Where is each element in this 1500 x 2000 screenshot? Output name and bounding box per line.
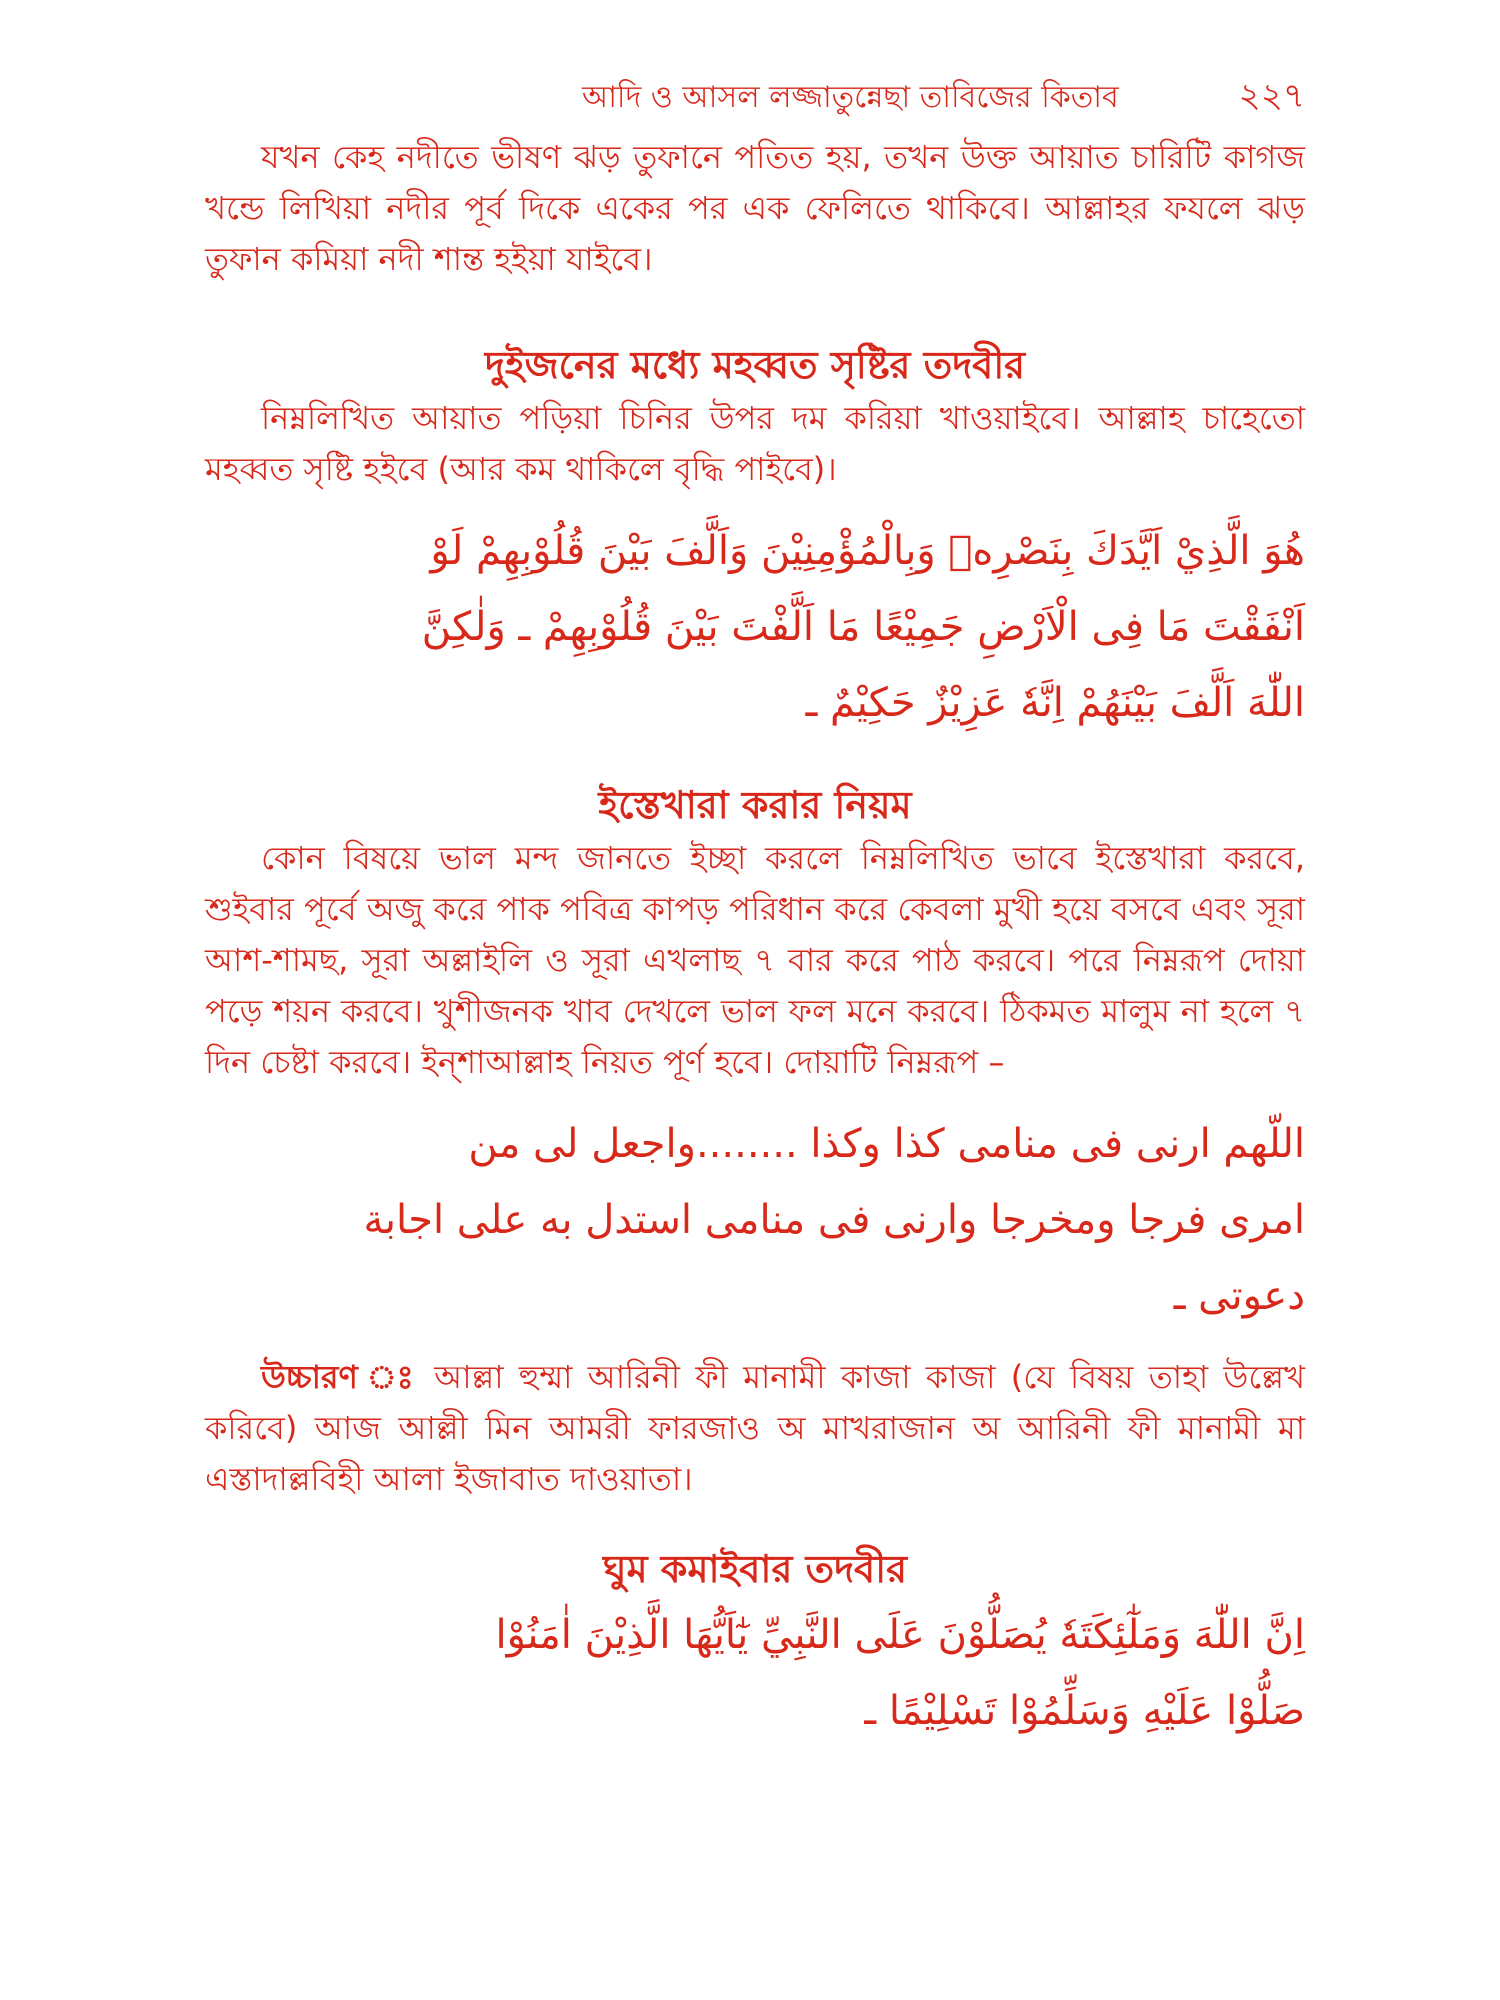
arabic-dua-istekhara (205, 1106, 1305, 1334)
page-number: ২২৭ (1238, 76, 1305, 116)
section-heading-istekhara: ইস্তেখারা করার নিয়ম (598, 783, 912, 827)
arabic-line: امرى فرجا ومخرجا وارنى فى منامى استدل به على اجابة (363, 1197, 1305, 1243)
section-heading-sleep: ঘুম কমাইবার তদবীর (603, 1547, 907, 1591)
pronunciation-text: আল্লা হুম্মা আরিনী ফী মানামী কাজা কাজা (যে বিষয় তাহা উল্লেখ করিবে) আজ আল্লী মিন আমরী ফারজাও অ মাখরাজান অ আরিনী ফী মানামী মা এস্তাদাল্লবিহী আলা ইজাবাত দাওয়াতা। (205, 1358, 1305, 1498)
intro-paragraph: যখন কেহ নদীতে ভীষণ ঝড় তুফানে পতিত হয়, তখন উক্ত আয়াত চারিটি কাগজ খন্ডে লিখিয়া নদীর পূর্ব দিকে একের পর এক ফেলিতে থাকিবে। আল্লাহর ফযলে ঝড় তুফান কমিয়া নদী শান্ত হইয়া যাইবে। (205, 138, 1305, 278)
arabic-line: هُوَ الَّذِيْ اَيَّدَكَ بِنَصْرِهٖ وَبِالْمُؤْمِنِيْنَ وَاَلَّفَ بَيْنَ قُلُوْبِهِمْ لَوْ (430, 528, 1305, 574)
section-paragraph-love: নিম্নলিখিত আয়াত পড়িয়া চিনির উপর দম করিয়া খাওয়াইবে। আল্লাহ চাহেতো মহব্বত সৃষ্টি হইবে (আর কম থাকিলে বৃদ্ধি পাইবে)। (205, 399, 1305, 488)
arabic-line: دعوتى ـ (1173, 1273, 1305, 1319)
section-heading-love: দুইজনের মধ্যে মহব্বত সৃষ্টির তদবীর (484, 343, 1026, 387)
pronunciation-label: উচ্চারণ ঃ (261, 1358, 419, 1396)
arabic-verse-sleep (205, 1597, 1305, 1749)
arabic-line: اللّٰهَ اَلَّفَ بَيْنَهُمْ اِنَّهٗ عَزِيْزٌ حَكِيْمٌ ـ (805, 680, 1305, 726)
arabic-verse-love (205, 513, 1305, 741)
pronunciation-paragraph (205, 1352, 1305, 1505)
arabic-line: اِنَّ اللّٰهَ وَمَلٰٓئِكَتَهٗ يُصَلُّوْنَ عَلَى النَّبِيِّ يٰٓاَيُّهَا الَّذِيْنَ اٰمَنُوْا (495, 1612, 1305, 1658)
section-paragraph-istekhara: কোন বিষয়ে ভাল মন্দ জানতে ইচ্ছা করলে নিম্নলিখিত ভাবে ইস্তেখারা করবে, শুইবার পূর্বে অজু করে পাক পবিত্র কাপড় পরিধান করে কেবলা মুখী হয়ে বসবে এবং সূরা আশ-শামছ, সূরা অল্লাইলি ও সূরা এখলাছ ৭ বার করে পাঠ করবে। পরে নিম্নরূপ দোয়া পড়ে শয়ন করবে। খুশীজনক খাব দেখলে ভাল ফল মনে করবে। ঠিকমত মালুম না হলে ৭ দিন চেষ্টা করবে। ইন্‌শাআল্লাহ নিয়ত পূর্ণ হবে। দোয়াটি নিম্নরূপ – (205, 839, 1305, 1081)
arabic-line: صَلُّوْا عَلَيْهِ وَسَلِّمُوْا تَسْلِيْمًا ـ (864, 1688, 1305, 1734)
running-header (205, 70, 1305, 132)
arabic-line: اَنْفَقْتَ مَا فِى الْاَرْضِ جَمِيْعًا مَا اَلَّفْتَ بَيْنَ قُلُوْبِهِمْ ـ وَلٰكِنَّ (421, 604, 1305, 650)
arabic-line: اللّهم ارنى فى منامى كذا وكذا ........واجعل لى من (468, 1121, 1305, 1167)
book-title: আদি ও আসল লজ্জাতুন্নেছা তাবিজের কিতাব (581, 80, 1119, 115)
